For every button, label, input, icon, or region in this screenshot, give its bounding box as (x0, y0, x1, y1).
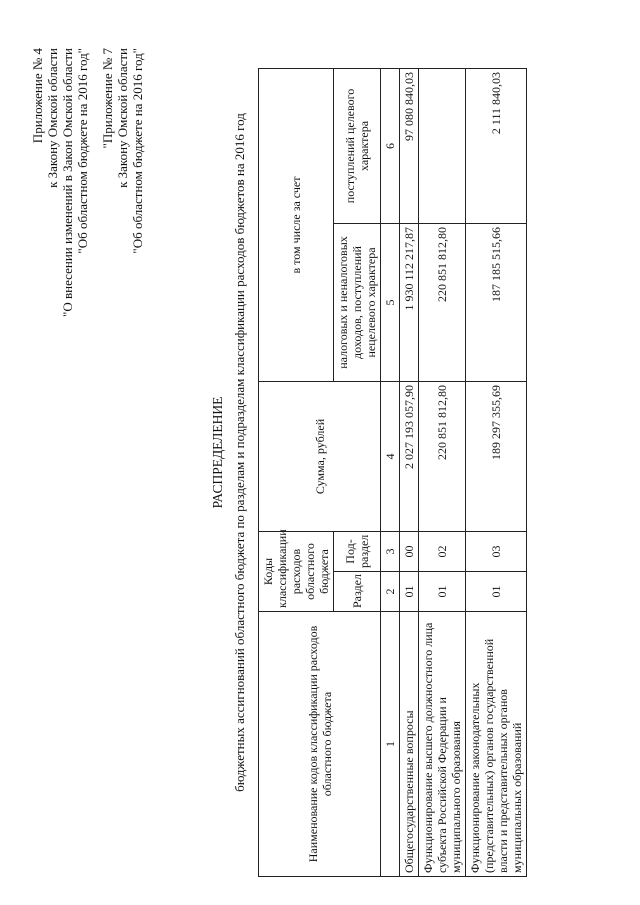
header-subsection: Под-раздел (334, 531, 381, 571)
header-tax-revenue: налоговых и неналоговых доходов, поступлений нецелевого характера (334, 223, 381, 381)
appendix-4-header (30, 48, 90, 317)
row-subsection: 00 (400, 531, 419, 571)
document-subtitle: бюджетных ассигнований областного бюджета по разделам и подразделам классификации расходов бюджетов на 2016 год (232, 113, 247, 792)
column-number: 2 (381, 572, 400, 612)
appendix-4-line-2: к Закону Омской области (45, 48, 60, 188)
column-number: 4 (381, 381, 400, 531)
appendix-4-line-3: "О внесении изменений в Закон Омской области (60, 48, 75, 317)
header-including: в том числе за счет (259, 68, 334, 381)
row-sum: 2 027 193 057,90 (400, 381, 419, 531)
row-sum: 189 297 355,69 (466, 381, 527, 531)
column-number: 1 (381, 612, 400, 877)
header-name: Наименование кодов классификации расходов областного бюджета (259, 612, 381, 877)
row-section: 01 (419, 572, 466, 612)
appendix-7-line-1: "Приложение № 7 (100, 48, 115, 149)
row-tax: 220 851 812,80 (419, 223, 466, 381)
header-target-revenue: поступлений целевого характера (334, 68, 381, 223)
table-row (419, 68, 466, 876)
appendix-4-line-4: "Об областном бюджете на 2016 год" (75, 48, 90, 254)
appendix-7-line-2: к Закону Омской области (115, 48, 130, 188)
appendix-4-line-1: Приложение № 4 (30, 48, 45, 144)
table-row (466, 68, 527, 876)
column-number: 5 (381, 223, 400, 381)
document-title: РАСПРЕДЕЛЕНИЕ (210, 396, 225, 509)
row-section: 01 (466, 572, 527, 612)
row-tax: 187 185 515,66 (466, 223, 527, 381)
row-subsection: 03 (466, 531, 527, 571)
row-subsection: 02 (419, 531, 466, 571)
appendix-7-line-3: "Об областном бюджете на 2016 год" (130, 48, 145, 254)
row-sum: 220 851 812,80 (419, 381, 466, 531)
row-tax: 1 930 112 217,87 (400, 223, 419, 381)
header-codes: Коды классификации расходов областного бюджета (259, 531, 334, 611)
column-number: 6 (381, 68, 400, 223)
row-name: Общегосударственные вопросы (400, 612, 419, 877)
row-name: Функционирование высшего должностного лица субъекта Российской Федерации и муниципального образования (419, 612, 466, 877)
row-target: 97 080 840,03 (400, 68, 419, 223)
table-row (400, 68, 419, 876)
column-number: 3 (381, 531, 400, 571)
row-name: Функционирование законодательных (представительных) органов государственной власти и представительных органов муниципальных образований (466, 612, 527, 877)
appendix-7-header (100, 48, 145, 254)
column-number-row (381, 68, 400, 876)
header-section: Раздел (334, 572, 381, 612)
header-sum: Сумма, рублей (259, 381, 381, 531)
budget-allocation-table (258, 68, 527, 877)
row-section: 01 (400, 572, 419, 612)
row-target: 2 111 840,03 (466, 68, 527, 223)
row-target (419, 68, 466, 223)
